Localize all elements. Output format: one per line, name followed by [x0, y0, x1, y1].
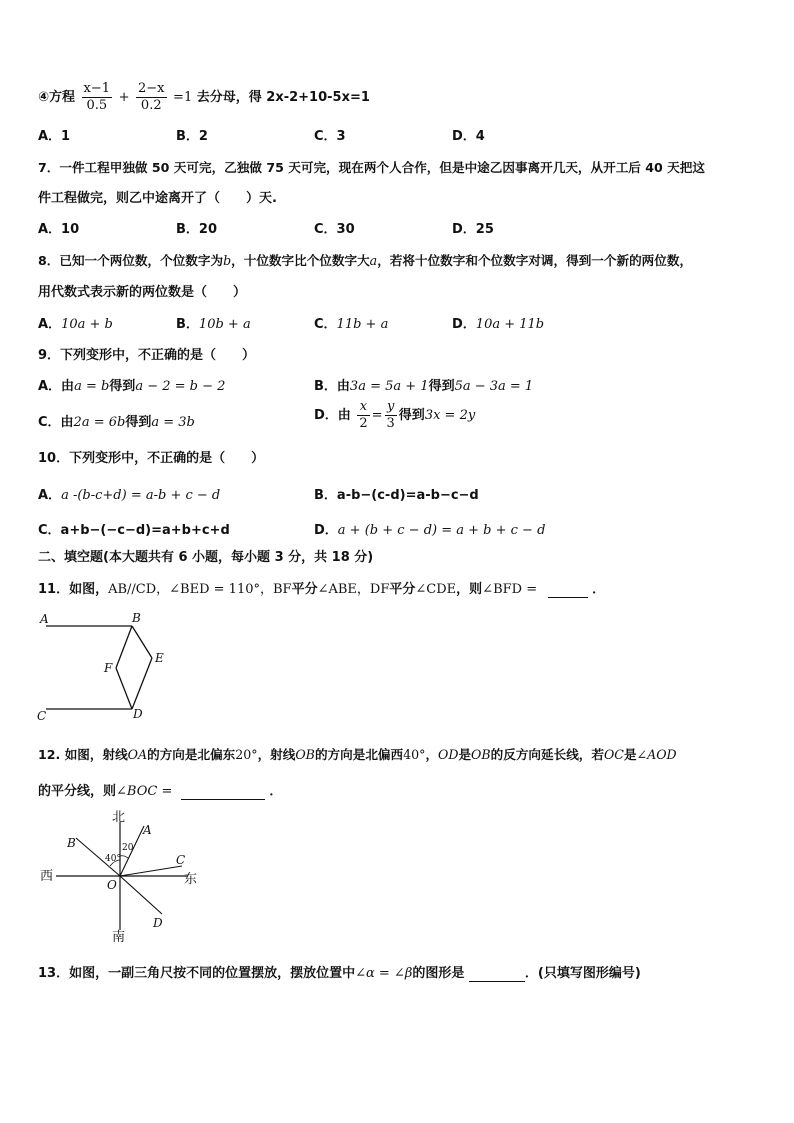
q7-option-b: B．20 [176, 222, 217, 237]
label-north: 北 [112, 810, 126, 825]
label-south: 南 [112, 930, 126, 945]
label-east: 东 [184, 872, 198, 887]
label-d: D [133, 707, 143, 721]
ray-oc [120, 866, 182, 876]
q10-option-a: A．a -(b-c+d) = a-b + c − d [38, 488, 221, 503]
q6-option-c: C．3 [314, 129, 346, 144]
q11-figure [30, 608, 180, 723]
q7-stem-line1: 7．一件工程甲独做 50 天可完，乙独做 75 天可完，现在两个人合作，但是中途乙因事离开几天，从开工后 40 天把这 [38, 160, 705, 175]
q9-stem: 9．下列变形中，不正确的是（ ） [38, 348, 256, 363]
q10-stem: 10．下列变形中，不正确的是（ ） [38, 451, 265, 466]
q6-item4: ④方程 $\frac{x-1}{0.5}$ + $\frac{2-x}{0.2}$ =1 去分母，得 2x-2+10-5x=1 [38, 81, 370, 113]
fraction-x-2: $\frac{x}{2}$ [359, 399, 368, 431]
q7-option-a: A．10 [38, 222, 80, 237]
q9-option-a: A．由a = b得到a − 2 = b − 2 [38, 379, 226, 394]
label-e: E [155, 651, 164, 665]
label-c: C [176, 853, 186, 867]
fraction-1: $\frac{x-1}{0.5}$ [83, 81, 111, 113]
q6-option-a: A．1 [38, 129, 71, 144]
q13-stem: 13．如图，一副三角尺按不同的位置摆放，摆放位置中∠α = ∠β的图形是 ．(只填写图形编号) [38, 966, 641, 981]
line-be [132, 626, 152, 658]
q6-option-b: B．2 [176, 129, 208, 144]
q9-option-c: C．由2a = 6b得到a = 3b [38, 415, 195, 430]
q9-option-d: D．由 $\frac{x}{2}$ = $\frac{y}{3}$ 得到3x = 2y [314, 399, 476, 431]
label-c: C [37, 709, 47, 723]
answer-blank[interactable] [548, 582, 588, 598]
q8-option-a: A．10a + b [38, 317, 113, 332]
line-bf [116, 626, 132, 668]
q8-option-d: D．10a + 11b [452, 317, 545, 332]
line-fd [116, 668, 132, 709]
q12-figure [36, 808, 216, 946]
fraction-y-3: $\frac{y}{3}$ [386, 399, 395, 431]
q8-option-b: B．10b + a [176, 317, 251, 332]
label-b: B [67, 836, 76, 850]
label-a: A [40, 612, 49, 626]
q6-option-d: D．4 [452, 129, 485, 144]
label-o: O [107, 878, 117, 892]
q7-option-d: D．25 [452, 222, 494, 237]
q10-option-b: B．a-b−(c-d)=a-b−c−d [314, 488, 479, 503]
q12-stem-line1: 12. 如图，射线OA的方向是北偏东20°，射线OB的方向是北偏西40°，OD是OB的反方向延长线，若OC是∠AOD [38, 747, 677, 762]
answer-blank[interactable] [469, 966, 525, 982]
label-40: 40° [105, 854, 121, 864]
label-f: F [104, 661, 113, 675]
q7-stem-line2: 件工程做完，则乙中途离开了（ ）天. [38, 191, 277, 206]
ray-od [120, 876, 162, 914]
q8-stem-line1: 8．已知一个两位数，个位数字为b，十位数字比个位数字大a，若将十位数字和个位数字对调，得到一个新的两位数， [38, 253, 693, 268]
fraction-2: $\frac{2-x}{0.2}$ [138, 81, 165, 113]
answer-blank[interactable] [181, 784, 265, 800]
q10-option-c: C．a+b−(−c−d)=a+b+c+d [38, 523, 230, 538]
label-d: D [153, 916, 163, 930]
label-a: A [143, 823, 152, 837]
q7-option-c: C．30 [314, 222, 355, 237]
q12-stem-line2: 的平分线，则∠BOC = ． [38, 784, 283, 799]
q8-stem-line2: 用代数式表示新的两位数是（ ） [38, 285, 247, 300]
q11-stem: 11．如图，AB//CD，∠BED = 110°，BF平分∠ABE，DF平分∠CDE，则∠BFD = ． [38, 582, 606, 597]
line-ed [132, 658, 152, 709]
q8-option-c: C．11b + a [314, 317, 389, 332]
section-heading: 二、填空题(本大题共有 6 小题，每小题 3 分，共 18 分) [38, 550, 374, 565]
angle-20-arc [120, 856, 128, 858]
label-b: B [132, 611, 141, 625]
q9-option-b: B．由3a = 5a + 1得到5a − 3a = 1 [314, 379, 534, 394]
q10-option-d: D．a + (b + c − d) = a + b + c − d [314, 523, 546, 538]
label-20: 20 [122, 843, 134, 853]
label-west: 西 [40, 869, 54, 884]
